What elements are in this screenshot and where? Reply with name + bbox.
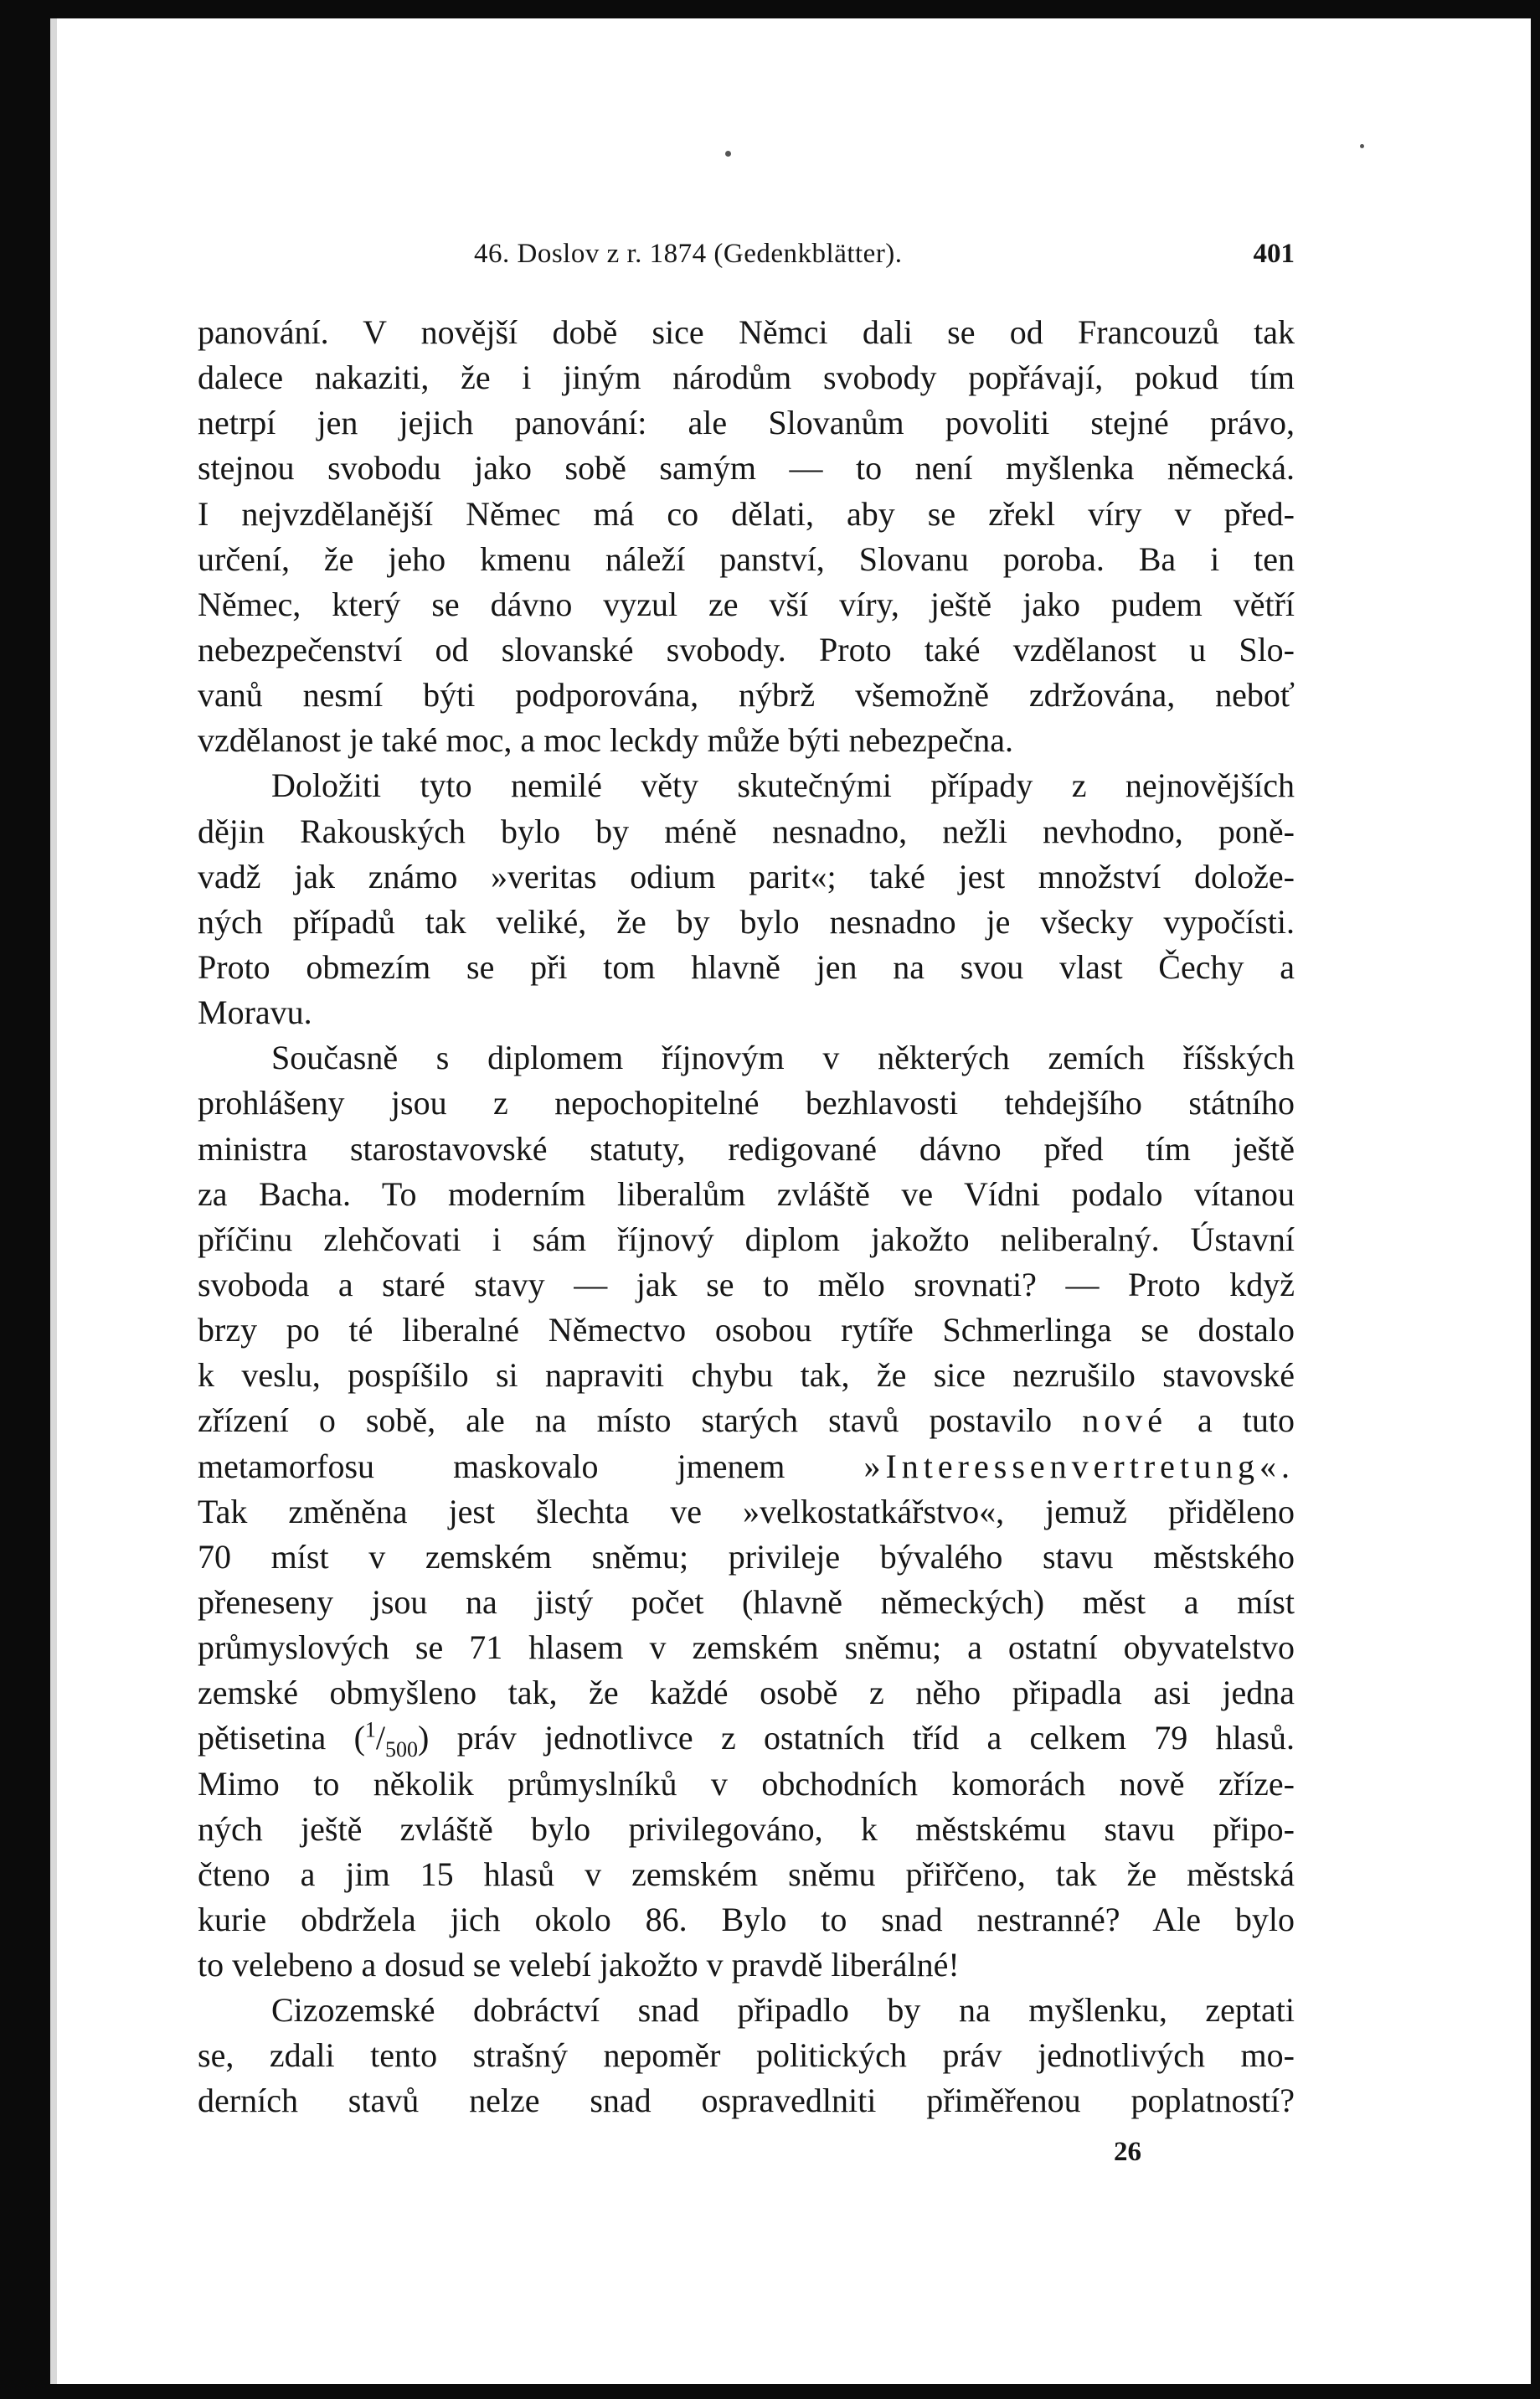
text-line [198, 1444, 1295, 1489]
text-line: určení, že jeho kmenu náleží panství, Slovanu poroba. Ba i ten [198, 539, 1295, 578]
emphasized-word: nové [1082, 1401, 1167, 1440]
text-line: přeneseny jsou na jistý počet (hlavně německých) měst a míst [198, 1582, 1295, 1621]
scan-speck [1360, 144, 1364, 148]
text-line: vzdělanost je také moc, a moc leckdy může býti nebezpečna. [198, 721, 1014, 760]
text-line: I nejvzdělanější Němec má co dělati, aby se zřekl víry v před- [198, 494, 1295, 533]
text-line: Mimo to několik průmyslníků v obchodních komorách nově zříze- [198, 1764, 1295, 1803]
running-head [198, 239, 1295, 281]
text-segment: a tuto [1197, 1401, 1295, 1440]
scan-border-top [0, 0, 1540, 18]
text-line: svoboda a staré stavy — jak se to mělo srovnati? — Proto když [198, 1265, 1295, 1303]
text-segment: pětisetina [198, 1719, 327, 1757]
page-number: 401 [1253, 239, 1295, 269]
text-line: stejnou svobodu jako sobě samým — to není myšlenka německá. [198, 449, 1295, 488]
fraction: $(^1/_{500})$ [353, 1718, 430, 1762]
text-line: ných případů tak veliké, že by bylo nesnadno je všecky vypočísti. [198, 902, 1295, 941]
text-line: Moravu. [198, 993, 312, 1032]
text-line: derních stavů nelze snad ospravedlniti přiměřenou poplatností? [198, 2082, 1295, 2120]
body-text [198, 310, 1295, 2124]
text-line: panování. V novější době sice Němci dali se od Francouzů tak [198, 313, 1295, 351]
text-line: příčinu zlehčovati i sám říjnový diplom jakožto neliberalný. Ústavní [198, 1220, 1295, 1258]
fraction-numerator: 1 [364, 1718, 376, 1743]
text-line: Doložiti tyto nemilé věty skutečnými případy z nejnovějších [271, 766, 1295, 805]
text-line: zemské obmyšleno tak, že každé osobě z něho připadla asi jedna [198, 1674, 1295, 1712]
text-segment: práv jednotlivce z ostatních tříd a celkem 79 hlasů. [456, 1719, 1295, 1757]
text-line: brzy po té liberalné Němectvo osobou rytíře Schmerlinga se dostalo [198, 1311, 1295, 1349]
text-line: to velebeno a dosud se velebí jakožto v pravdě liberálné! [198, 1946, 960, 1984]
text-line: Tak změněna jest šlechta ve »velkostatkářstvo«, jemuž přiděleno [198, 1492, 1295, 1530]
chapter-title: 46. Doslov z r. 1874 (Gedenkblätter). [474, 239, 903, 269]
text-line: k veslu, pospíšilo si napraviti chybu tak, že sice nezrušilo stavovské [198, 1356, 1295, 1395]
text-line [198, 1715, 1295, 1761]
text-line: nebezpečenství od slovanské svobody. Proto také vzdělanost u Slo- [198, 630, 1295, 668]
text-line: 70 míst v zemském sněmu; privileje bývalého stavu městského [198, 1537, 1295, 1576]
text-line: čteno a jim 15 hlasů v zemském sněmu přiřčeno, tak že městská [198, 1855, 1295, 1893]
scan-border-bottom [0, 2384, 1540, 2399]
fraction-denominator: 500 [385, 1737, 419, 1762]
text-line: za Bacha. To moderním liberalům zvláště ve Vídni podalo vítanou [198, 1174, 1295, 1213]
text-segment: metamorfosu maskovalo jmenem [198, 1447, 785, 1485]
emphasized-term: »Interessenvertretung«. [863, 1447, 1295, 1485]
scan-speck [725, 151, 731, 157]
text-line: netrpí jen jejich panování: ale Slovanům povoliti stejné právo, [198, 404, 1295, 442]
text-line: Němec, který se dávno vyzul ze vší víry, ještě jako pudem větří [198, 585, 1295, 623]
text-line: Současně s diplomem říjnovým v některých zemích říšských [271, 1039, 1295, 1077]
signature-mark: 26 [1114, 2137, 1141, 2167]
text-line: vadž jak známo »veritas odium parit«; také jest množství dolože- [198, 857, 1295, 895]
scan-border-left-shadow [50, 18, 57, 2399]
text-line: dějin Rakouských bylo by méně nesnadno, nežli nevhodno, poně- [198, 812, 1295, 850]
text-line: průmyslových se 71 hlasem v zemském sněmu; a ostatní obyvatelstvo [198, 1628, 1295, 1667]
text-line [198, 1398, 1295, 1443]
text-line: kurie obdržela jich okolo 86. Bylo to snad nestranné? Ale bylo [198, 1900, 1295, 1938]
text-line: Proto obmezím se při tom hlavně jen na svou vlast Čechy a [198, 947, 1295, 986]
scan-border-left [0, 0, 50, 2399]
text-line: Cizozemské dobráctví snad připadlo by na myšlenku, zeptati [271, 1991, 1295, 2030]
text-line: prohlášeny jsou z nepochopitelné bezhlavosti tehdejšího státního [198, 1084, 1295, 1122]
text-line: ných ještě zvláště bylo privilegováno, k městskému stavu připo- [198, 1809, 1295, 1848]
scan-border-right [1531, 0, 1540, 2399]
text-segment: zřízení o sobě, ale na místo starých stavů postavilo [198, 1401, 1053, 1440]
text-line: ministra starostavovské statuty, redigované dávno před tím ještě [198, 1129, 1295, 1168]
text-line: dalece nakaziti, že i jiným národům svobody popřávají, pokud tím [198, 359, 1295, 397]
text-line: vanů nesmí býti podporována, nýbrž všemožně zdržována, neboť [198, 676, 1295, 715]
text-line: se, zdali tento strašný nepoměr politických práv jednotlivých mo- [198, 2036, 1295, 2075]
